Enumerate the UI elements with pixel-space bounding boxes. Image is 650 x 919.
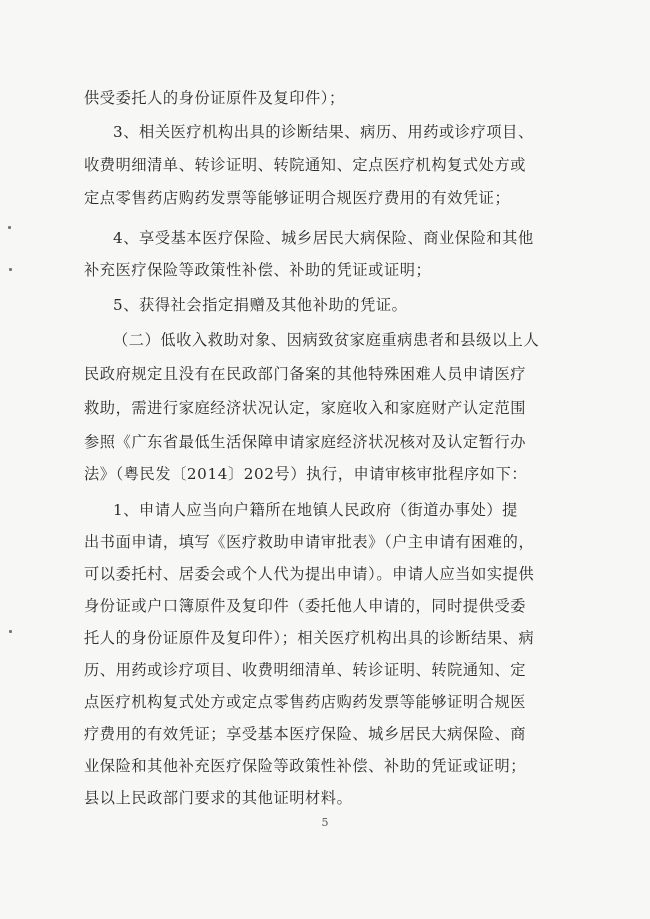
- scan-artifact-dot: [8, 226, 11, 229]
- list-item-4: 4、享受基本医疗保险、城乡居民大病保险、商业保险和其他: [113, 229, 534, 247]
- text-line: 托人的身份证原件及复印件）；相关医疗机构出具的诊断结果、病: [84, 629, 535, 647]
- text-line: 救助，需进行家庭经济状况认定，家庭收入和家庭财产认定范围: [84, 399, 527, 417]
- text-line: 收费明细清单、转诊证明、转院通知、定点医疗机构复式处方或: [84, 156, 527, 174]
- text-line: 定点零售药店购药发票等能够证明合规医疗费用的有效凭证；: [84, 189, 511, 207]
- scan-artifact-dot: [9, 268, 12, 271]
- text-line: 点医疗机构复式处方或定点零售药店购药发票等能够证明合规医: [84, 693, 527, 711]
- text-line: 出书面申请，填写《医疗救助申请审批表》（户主申请有困难的，: [84, 533, 535, 551]
- text-line: 业保险和其他补充医疗保险等政策性补偿、补助的凭证或证明；: [84, 757, 527, 775]
- page-number: 5: [321, 816, 329, 829]
- text-line: 参照《广东省最低生活保障申请家庭经济状况核对及认定暂行办: [84, 433, 527, 451]
- step-item-1: 1、申请人应当向户籍所在地镇人民政府（街道办事处）提: [113, 501, 518, 519]
- text-line: 县以上民政部门要求的其他证明材料。: [84, 789, 353, 807]
- scan-artifact-dot: [9, 630, 12, 633]
- list-item-5: 5、获得社会指定捐赠及其他补助的凭证。: [113, 296, 408, 314]
- text-line: 法》（粤民发〔2014〕202号）执行，申请审核审批程序如下：: [84, 465, 528, 483]
- text-line: 历、用药或诊疗项目、收费明细清单、转诊证明、转院通知、定: [84, 661, 527, 679]
- section-heading-2: （二）低收入救助对象、因病致贫家庭重病患者和县级以上人: [113, 331, 540, 349]
- text-line: 身份证或户口簿原件及复印件（委托他人申请的，同时提供受委: [84, 597, 527, 615]
- text-line: 补充医疗保险等政策性补偿、补助的凭证或证明；: [84, 261, 432, 279]
- text-line: 疗费用的有效凭证；享受基本医疗保险、城乡居民大病保险、商: [84, 725, 527, 743]
- text-line: 供受委托人的身份证原件及复印件）；: [84, 89, 345, 107]
- list-item-3: 3、相关医疗机构出具的诊断结果、病历、用药或诊疗项目、: [113, 123, 534, 141]
- text-line: 民政府规定且没有在民政部门备案的其他特殊困难人员申请医疗: [84, 365, 527, 383]
- text-line: 可以委托村、居委会或个人代为提出申请）。申请人应当如实提供: [84, 565, 535, 583]
